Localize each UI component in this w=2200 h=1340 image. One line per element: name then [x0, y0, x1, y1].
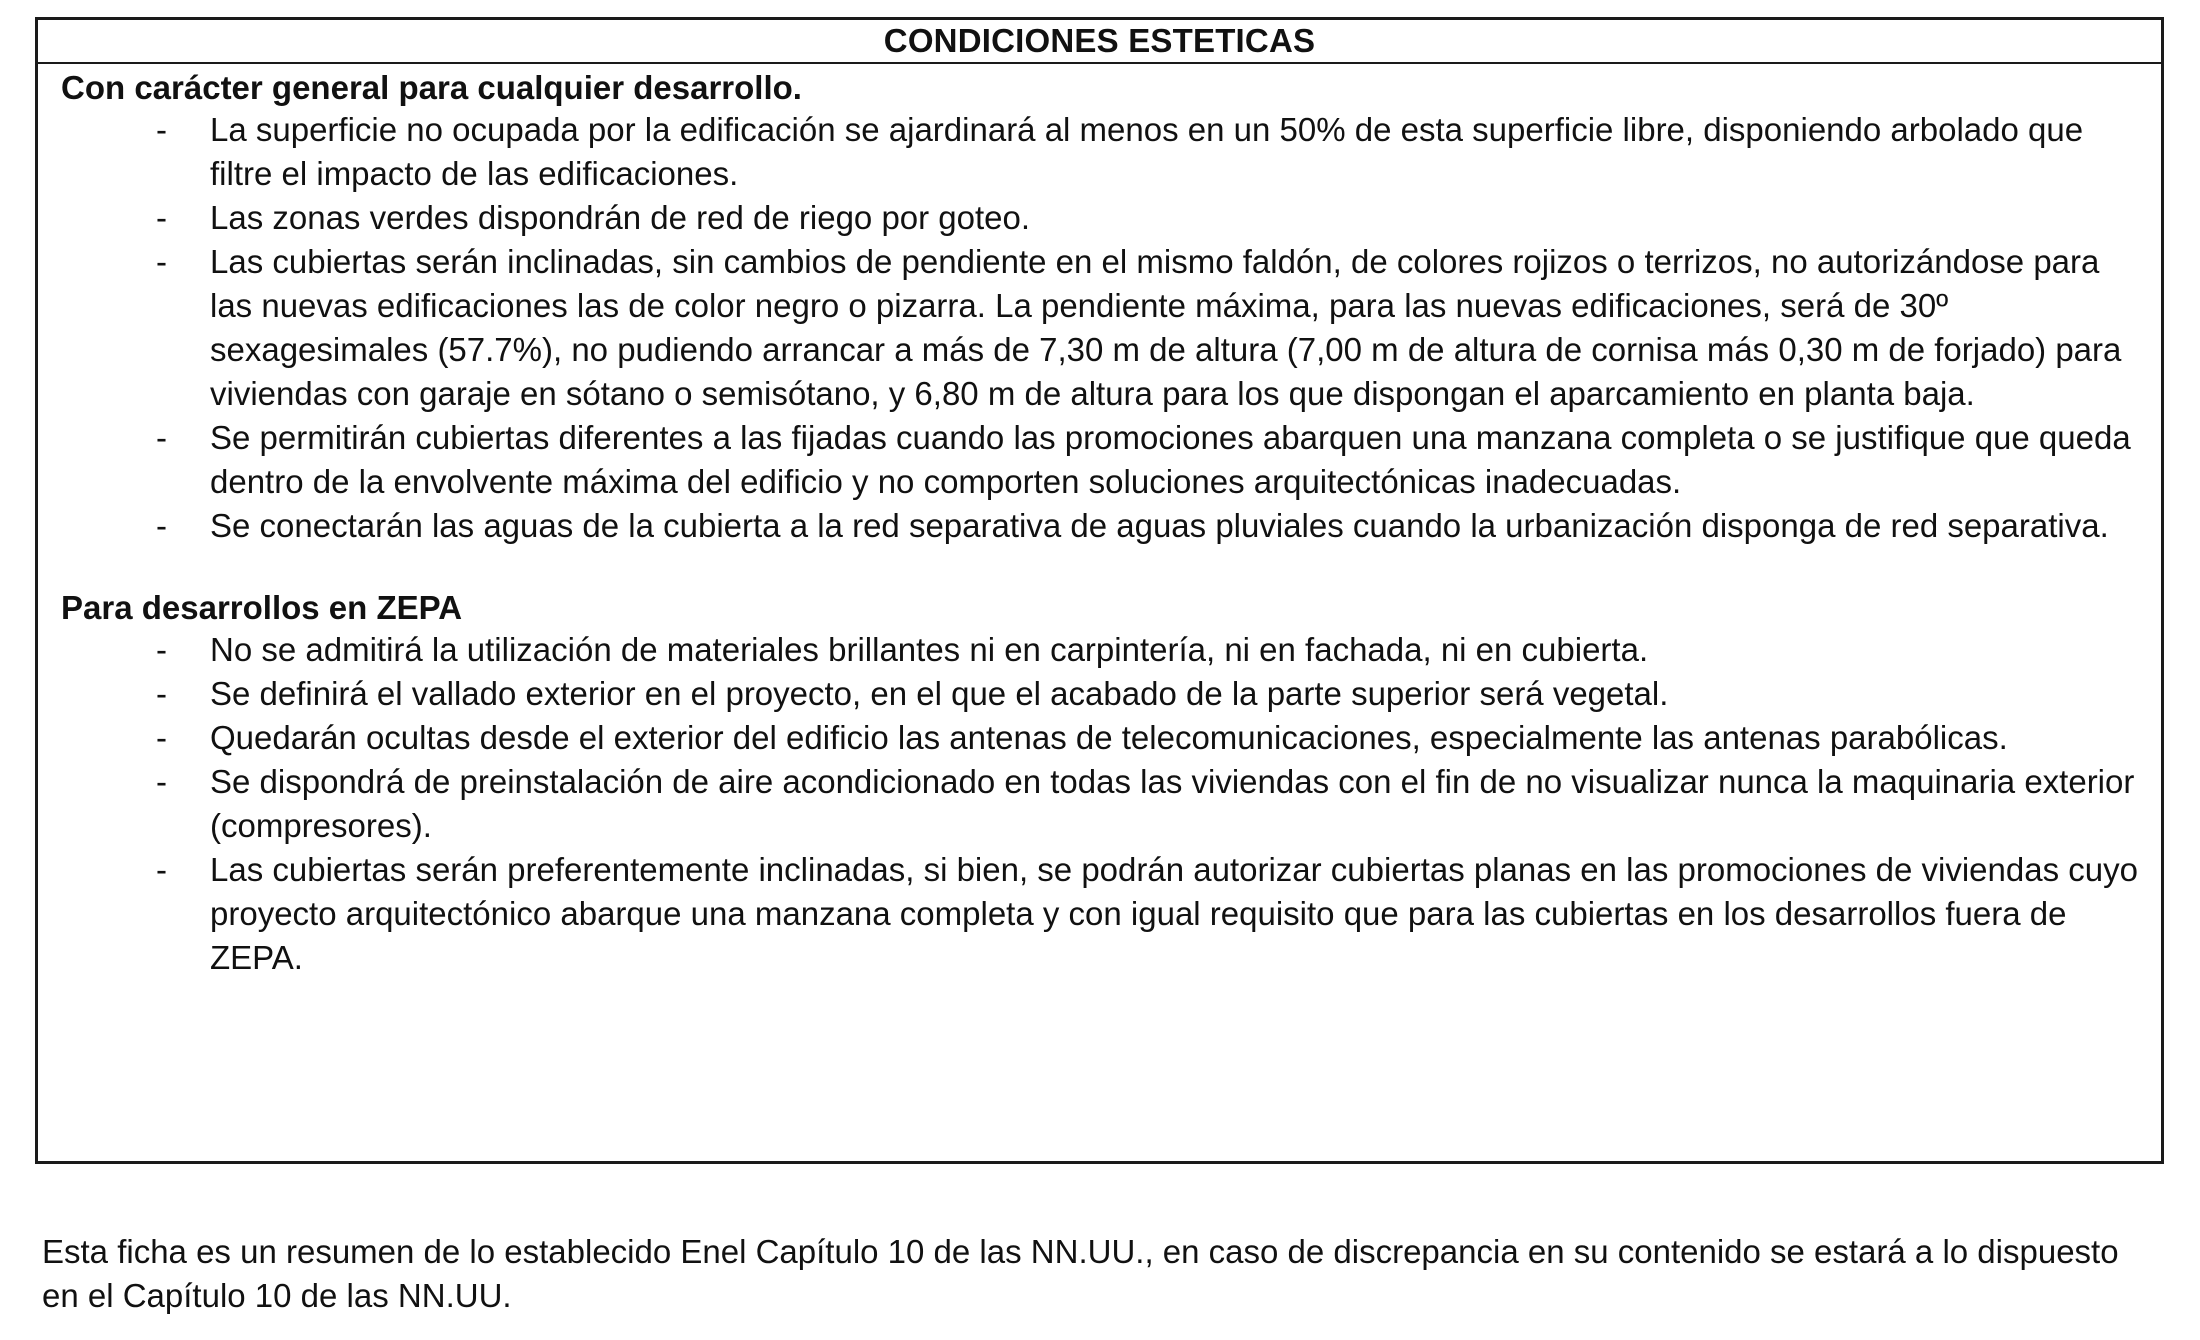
list-item: - Se conectarán las aguas de la cubierta a la red separativa de aguas pluviales cuando la urbanización disponga de red separativa. — [61, 504, 2141, 548]
list-item: - Quedarán ocultas desde el exterior del edificio las antenas de telecomunicaciones, especialmente las antenas parabólicas. — [61, 716, 2141, 760]
list-item: - Las cubiertas serán preferentemente inclinadas, si bien, se podrán autorizar cubiertas planas en las promociones de viviendas cuyo proyecto arquitectónico abarque una manzana completa y con igual requisito que para las cubiertas en los desarrollos fuera de ZEPA. — [61, 848, 2141, 980]
list-item: - Las cubiertas serán inclinadas, sin cambios de pendiente en el mismo faldón, de colores rojizos o terrizos, no autorizándose para las nuevas edificaciones las de color negro o pizarra. La pendiente máxima, para las nuevas edificaciones, será de 30º sexagesimales (57.7%), no pudiendo arrancar a más de 7,30 m de altura (7,00 m de altura de cornisa más 0,30 m de forjado) para viviendas con garaje en sótano o semisótano, y 6,80 m de altura para los que dispongan el aparcamiento en planta baja. — [61, 240, 2141, 416]
zepa-conditions-list — [61, 628, 2141, 980]
list-item: - La superficie no ocupada por la edificación se ajardinará al menos en un 50% de esta superficie libre, disponiendo arbolado que filtre el impacto de las edificaciones. — [61, 108, 2141, 196]
list-item: - Se dispondrá de preinstalación de aire acondicionado en todas las viviendas con el fin de no visualizar nunca la maquinaria exterior (compresores). — [61, 760, 2141, 848]
list-item: - Se definirá el vallado exterior en el proyecto, en el que el acabado de la parte superior será vegetal. — [61, 672, 2141, 716]
section-heading-general: Con carácter general para cualquier desarrollo. — [61, 69, 802, 106]
list-item: - Se permitirán cubiertas diferentes a las fijadas cuando las promociones abarquen una manzana completa o se justifique que queda dentro de la envolvente máxima del edificio y no comporten soluciones arquitectónicas inadecuadas. — [61, 416, 2141, 504]
table-content — [38, 64, 2161, 980]
list-item: - Las zonas verdes dispondrán de red de riego por goteo. — [61, 196, 2141, 240]
list-item: - No se admitirá la utilización de materiales brillantes ni en carpintería, ni en fachada, ni en cubierta. — [61, 628, 2141, 672]
footer-note: Esta ficha es un resumen de lo establecido Enel Capítulo 10 de las NN.UU., en caso de discrepancia en su contenido se estará a lo dispuesto en el Capítulo 10 de las NN.UU. — [42, 1233, 2119, 1314]
section-heading-zepa: Para desarrollos en ZEPA — [61, 589, 463, 626]
conditions-table — [35, 17, 2164, 1164]
general-conditions-list — [61, 108, 2141, 548]
table-title: CONDICIONES ESTETICAS — [38, 20, 2161, 64]
